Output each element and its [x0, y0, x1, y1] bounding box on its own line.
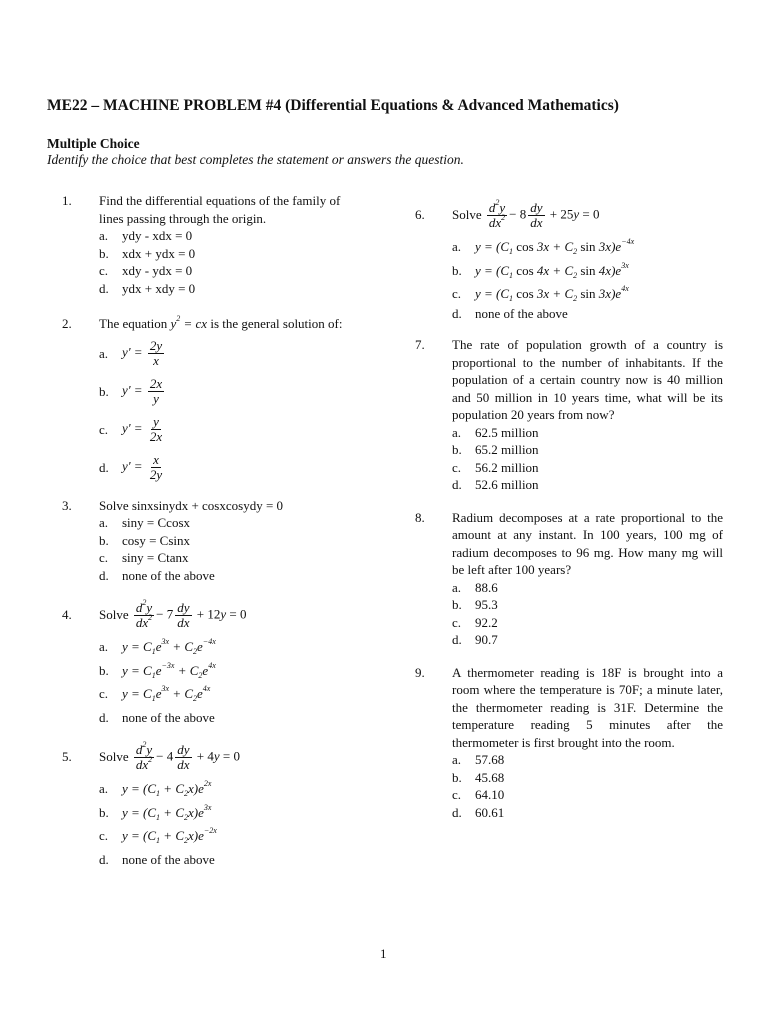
option-letter: a.: [99, 515, 109, 530]
question-text: The rate of population growth of a country is proportional to the number of inhabitants. If the population of a certain country now is 40 million and 50 million in 10 years time, what will be its population 20 years from now?: [452, 337, 723, 422]
option-letter: d.: [452, 477, 462, 492]
option-text: 64.10: [475, 787, 505, 802]
question-number: 4.: [62, 607, 72, 622]
question-text: A thermometer reading is 18F is brought into a room where the temperature is 70F; a minute later, the thermometer reading is 31F. Determine the temperature reading 5 minutes after the thermometer is first brought into the room.: [452, 664, 723, 750]
option-letter: d.: [99, 280, 109, 296]
option-formula: $y = (C_1$ $\cos 3x + C_2$ $\sin 3x)e^{-4x}$: [475, 237, 635, 256]
option: [452, 238, 723, 256]
option: [99, 280, 362, 298]
page-number: 1: [380, 946, 387, 961]
option-text: 56.2 million: [475, 459, 539, 475]
option: [452, 786, 723, 804]
instructions: Identify the choice that best completes the statement or answers the question.: [47, 152, 464, 167]
option: [99, 549, 362, 567]
option-text: 60.61: [475, 804, 505, 820]
option: [452, 285, 723, 303]
option: [99, 780, 362, 798]
option-formula: $y = (C_1$ $\cos 4x + C_2$ $\sin 4x)e^{3x}$: [475, 260, 629, 280]
option-letter: a.: [452, 579, 462, 595]
option-text: 92.2: [475, 614, 498, 630]
option: [452, 769, 723, 787]
option: [99, 451, 362, 485]
question-equation: [99, 598, 362, 632]
question-equation: [99, 740, 362, 774]
option-letter: c.: [99, 686, 109, 701]
option-letter: a.: [99, 639, 109, 654]
question-text: Radium decomposes at a rate proportional to the amount at any instant. In 100 years, 100 mg of radium decomposes to 96 mg. How many mg will be left after 100 years?: [452, 509, 723, 577]
question-number: 5.: [62, 749, 72, 764]
option-formula: $y = (C_1 + C_2x)e^{-2x}$: [122, 826, 217, 845]
option: [452, 631, 723, 649]
option: [99, 514, 362, 532]
option-letter: a.: [99, 781, 109, 796]
section-heading: Multiple Choice: [47, 136, 140, 151]
fraction-numerator: 2x: [149, 376, 163, 391]
fraction-numerator: y: [153, 414, 159, 429]
option-formula: $y = C_1e^{3x} + C_2e^{-4x}$: [122, 637, 216, 656]
option: [99, 245, 362, 263]
question-4: [62, 598, 362, 726]
option: [99, 567, 362, 585]
option-letter: b.: [99, 245, 109, 261]
option: [452, 441, 723, 459]
question-text: Find the differential equations of the family of lines passing through the origin.: [99, 193, 341, 226]
left-column: [62, 192, 362, 868]
option-letter: b.: [452, 262, 462, 278]
option-text: 57.68: [475, 752, 505, 767]
option-letter: c.: [452, 286, 462, 301]
option-text: siny = Ccosx: [122, 515, 191, 530]
option-letter: a.: [452, 239, 462, 254]
option: [99, 227, 362, 245]
question-number: 2.: [62, 316, 72, 331]
option-letter: b.: [99, 804, 109, 820]
option-letter: a.: [452, 752, 462, 767]
ode: $\frac{d^2y}{dx^2}$ − 8 $\frac{dy}{dx}$ + 25y = 0: [488, 197, 600, 230]
option-letter: b.: [99, 532, 109, 548]
option-text: 62.5 million: [475, 424, 539, 440]
question-8: [415, 509, 723, 649]
option-text: none of the above: [122, 567, 215, 583]
option-text: none of the above: [122, 851, 215, 867]
option-letter: c.: [99, 550, 109, 565]
option-letter: a.: [99, 228, 109, 243]
page-title: ME22 – MACHINE PROBLEM #4 (Differential Equations & Advanced Mathematics): [47, 97, 619, 114]
solve-label: Solve: [99, 749, 129, 765]
question-number: 6.: [415, 207, 425, 222]
option-letter: c.: [99, 263, 109, 278]
option-text: 52.6 million: [475, 477, 539, 492]
option-letter: d.: [99, 459, 109, 475]
option-letter: d.: [452, 804, 462, 820]
equation: $y^2$ = cx: [170, 314, 208, 331]
solve-label: Solve: [452, 207, 482, 223]
option-letter: c.: [452, 787, 462, 802]
option-letter: d.: [99, 851, 109, 867]
question-3: [62, 497, 362, 585]
option-text: xdx + ydx = 0: [122, 245, 196, 261]
option-text: xdy - ydx = 0: [122, 263, 193, 278]
option-text: 95.3: [475, 597, 498, 612]
option-letter: a.: [452, 424, 462, 440]
question-9: [415, 664, 723, 822]
option-letter: d.: [452, 305, 462, 321]
option: [452, 262, 723, 280]
option-formula: $y = (C_1$ $\cos 3x + C_2$ $\sin 3x)e^{4x}$: [475, 284, 629, 303]
option-formula: $y = (C_1 + C_2x)e^{3x}$: [122, 802, 212, 822]
ode: $\frac{d^2y}{dx^2}$ − 7 $\frac{dy}{dx}$ + 12y = 0: [135, 597, 247, 630]
option-letter: b.: [99, 662, 109, 678]
question-2: [62, 315, 362, 485]
option-letter: b.: [452, 597, 462, 612]
option-formula: $y = C_1e^{3x} + C_2e^{4x}$: [122, 684, 211, 703]
question-number: 3.: [62, 497, 72, 513]
option-text: none of the above: [122, 709, 215, 725]
fraction-numerator: x: [153, 452, 159, 467]
option-text: 65.2 million: [475, 442, 539, 457]
question-text: [99, 315, 362, 333]
option: [452, 596, 723, 614]
option-formula: y' = $\frac{y}{2x}$: [122, 414, 163, 444]
option: [452, 305, 723, 323]
question-text-pre: The equation: [99, 316, 168, 331]
option: [99, 638, 362, 656]
option-letter: b.: [99, 383, 109, 399]
option-formula: $y = (C_1 + C_2x)e^{2x}$: [122, 779, 212, 798]
question-equation: [452, 198, 723, 232]
option-letter: a.: [99, 345, 109, 361]
question-5: [62, 740, 362, 868]
option: [452, 804, 723, 822]
option: [452, 751, 723, 769]
option-text: ydy - xdx = 0: [122, 228, 193, 243]
option-formula: y' = $\frac{2y}{x}$: [122, 338, 163, 368]
option: [99, 827, 362, 845]
question-7: [415, 336, 723, 494]
option: [99, 532, 362, 550]
question-number: 9.: [415, 664, 425, 680]
option: [99, 662, 362, 680]
option-letter: d.: [99, 567, 109, 583]
fraction-denominator: y: [153, 391, 159, 406]
option-text: 88.6: [475, 579, 498, 595]
option-text: cosy = Csinx: [122, 532, 191, 548]
question-6: [415, 198, 723, 322]
question-text-post: is the general solution of:: [210, 316, 343, 331]
option: [452, 424, 723, 442]
option: [99, 375, 362, 409]
option: [452, 579, 723, 597]
right-column: [415, 198, 723, 821]
option: [99, 851, 362, 869]
option: [452, 459, 723, 477]
option: [452, 614, 723, 632]
question-number: 1.: [62, 193, 72, 208]
option-letter: d.: [99, 709, 109, 725]
option-formula: y' = $\frac{2x}{y}$: [122, 376, 163, 406]
option-formula: $y = C_1e^{-3x} + C_2e^{4x}$: [122, 660, 216, 680]
option-letter: c.: [452, 614, 462, 630]
option: [99, 337, 362, 371]
question-1: [62, 192, 362, 297]
fraction-denominator: 2x: [149, 429, 163, 444]
option: [99, 685, 362, 703]
option-text: 45.68: [475, 769, 505, 785]
question-text: Solve sinxsinydx + cosxcosydy = 0: [99, 497, 284, 513]
option: [99, 709, 362, 727]
option-letter: c.: [99, 828, 109, 843]
solve-label: Solve: [99, 607, 129, 623]
fraction-denominator: 2y: [149, 467, 163, 482]
fraction-numerator: 2y: [149, 338, 163, 353]
option: [452, 476, 723, 494]
option: [99, 413, 362, 447]
question-number: 8.: [415, 509, 425, 525]
question-number: 7.: [415, 337, 425, 352]
option-letter: c.: [99, 421, 109, 437]
option-text: 90.7: [475, 632, 498, 647]
option-formula: y' = $\frac{x}{2y}$: [122, 452, 163, 482]
option-text: ydx + xdy = 0: [122, 280, 196, 296]
option-letter: b.: [452, 769, 462, 785]
option: [99, 262, 362, 280]
ode: $\frac{d^2y}{dx^2}$ − 4 $\frac{dy}{dx}$ + 4y = 0: [135, 739, 240, 772]
option-text: none of the above: [475, 305, 568, 321]
option-letter: b.: [452, 442, 462, 457]
fraction-denominator: x: [153, 353, 159, 368]
option: [99, 804, 362, 822]
option-letter: d.: [452, 632, 462, 647]
option-letter: c.: [452, 459, 462, 475]
option-text: siny = Ctanx: [122, 550, 189, 565]
